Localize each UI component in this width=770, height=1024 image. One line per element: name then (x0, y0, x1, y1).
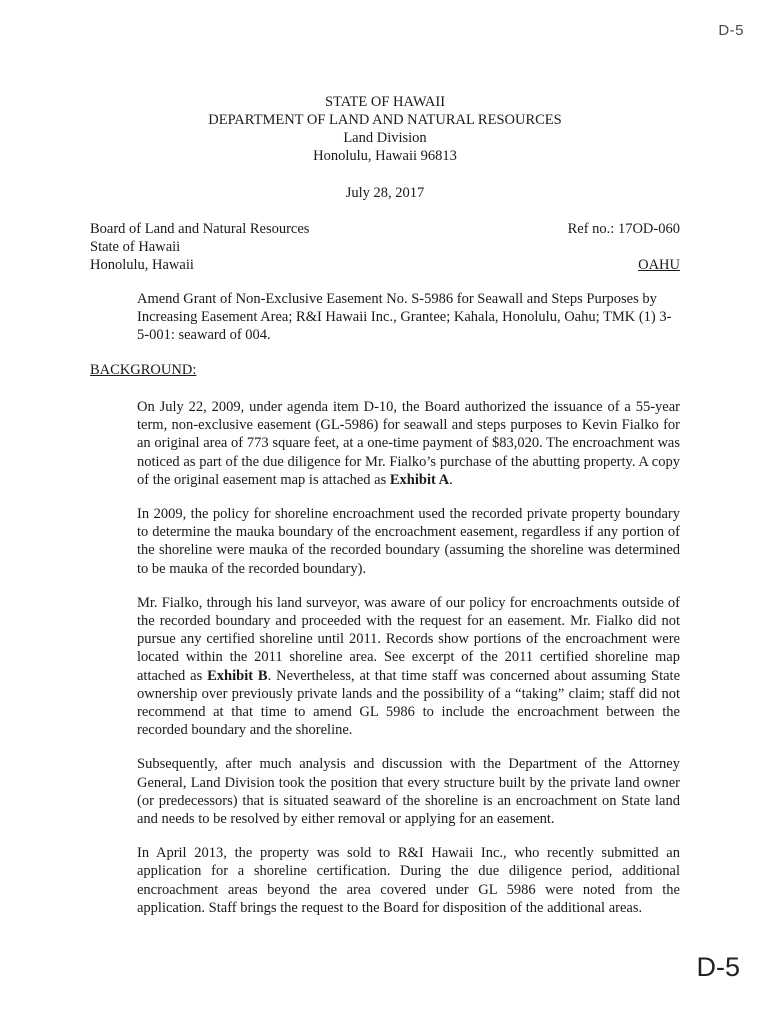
addressee-block (90, 220, 309, 274)
exhibit-a-reference: Exhibit A (389, 471, 450, 488)
handwritten-corner-mark: D-5 (718, 22, 744, 39)
paragraph-4: Subsequently, after much analysis and discussion with the Department of the Attorney General, Land Division took the position that every structure built by the private land owner (or predecessors) that is situated seaward of the shoreline is an encroachment on State land and needs to be resolved by either removal or applying for an easement. (137, 756, 680, 828)
page-stamp: D-5 (696, 952, 740, 982)
paragraph-2: In 2009, the policy for shoreline encroachment used the recorded private property boundary to determine the mauka boundary of the encroachment easement, regardless if any portion of the shoreline were mauka of the recorded boundary (assuming the shoreline was determined to be mauka of the recorded boundary). (137, 506, 680, 577)
reference-block (568, 220, 680, 274)
letterhead (0, 93, 770, 165)
paragraph-5: In April 2013, the property was sold to R&I Hawaii Inc., who recently submitted an application for a shoreline certification. During the due diligence period, additional encroachment areas beyond the area covered under GL 5986 were noted from the application. Staff brings the request to the Board for disposition of the additional areas. (137, 845, 680, 916)
paragraph-3-text: Mr. Fialko, through his land surveyor, was aware of our policy for encroachments outside of the recorded boundary and proceeded with the request for an easement. Mr. Fialko did not pursue any certified shoreline until 2011. Records show portions of the encroachment were located within the 2011 shoreline area. See excerpt of the 2011 certified shoreline map attached as (137, 594, 680, 684)
paragraph-3 (137, 594, 680, 740)
letterhead-state: STATE OF HAWAII (324, 94, 446, 110)
document-date: July 28, 2017 (345, 185, 425, 201)
letterhead-department: DEPARTMENT OF LAND AND NATURAL RESOURCES (208, 112, 562, 128)
subject-line: Amend Grant of Non-Exclusive Easement No. S-5986 for Seawall and Steps Purposes by Increasing Easement Area; R&I Hawaii Inc., Grantee; Kahala, Honolulu, Oahu; TMK (1) 3-5-001: seaward of 004. (137, 291, 672, 343)
exhibit-b-reference: Exhibit B (207, 667, 268, 684)
body-text (137, 398, 680, 933)
letterhead-division: Land Division (343, 130, 427, 146)
paragraph-3-end: . Nevertheless, at that time staff was concerned about assuming State ownership over previously private lands and the possibility of a “taking” claim; staff did not recommend at that time to amend GL 5986 to include the encroachment between the recorded boundary and the shoreline. (137, 667, 681, 739)
addressee-line-1: Board of Land and Natural Resources (90, 221, 310, 237)
addressee-line-2: State of Hawaii (90, 239, 181, 255)
addressee-line-3: Honolulu, Hawaii (90, 257, 194, 273)
background-heading: BACKGROUND: (90, 362, 197, 378)
paragraph-1 (137, 398, 680, 489)
island-label: OAHU (638, 257, 680, 273)
reference-number: Ref no.: 17OD-060 (567, 221, 680, 237)
letterhead-city: Honolulu, Hawaii 96813 (313, 148, 457, 164)
paragraph-1-text: On July 22, 2009, under agenda item D-10, the Board authorized the issuance of a 55-year term, non-exclusive easement (GL-5986) for seawall and steps purposes to Kevin Fialko for an original area of 773 square feet, at a one-time payment of $83,020. The encroachment was noticed as part of the due diligence for Mr. Fialko’s purchase of the abutting property. A copy of the original easement map is attached as (137, 399, 680, 488)
paragraph-1-end: . (449, 471, 453, 488)
